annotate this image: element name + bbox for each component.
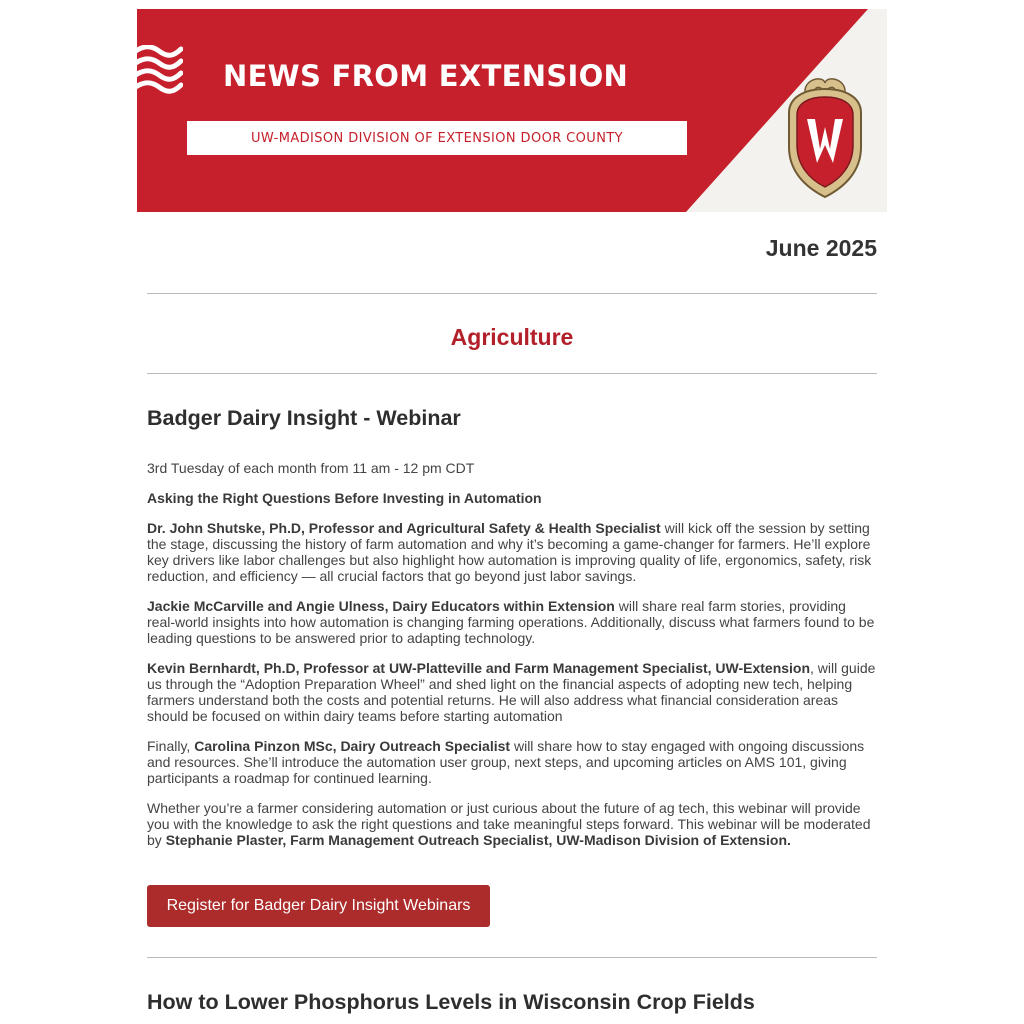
article-title: How to Lower Phosphorus Levels in Wisconsin Crop Fields (147, 990, 755, 1014)
divider (147, 373, 877, 374)
speaker-description: will share real farm stories, providing real-world insights into how automation is changing farming operations. Additionally, discuss what farmers found to be leading questions to be answered prior to adapting technology. (147, 598, 875, 646)
divider (147, 957, 877, 958)
waves-icon (137, 45, 183, 95)
speaker-name: Kevin Bernhardt, Ph.D, Professor at UW-Platteville and Farm Management Specialist, UW-Extension (147, 660, 811, 676)
section-title: Agriculture (450, 324, 574, 350)
register-button[interactable]: Register for Badger Dairy Insight Webinars (147, 885, 490, 927)
uw-crest-icon (783, 75, 867, 201)
speaker-paragraph (147, 520, 877, 584)
article-title: Badger Dairy Insight - Webinar (147, 406, 461, 430)
moderator-name: Stephanie Plaster, Farm Management Outreach Specialist, UW-Madison Division of Extension. (165, 832, 791, 848)
banner-subtitle-box (187, 121, 687, 155)
divider (147, 293, 877, 294)
speaker-name: Jackie McCarville and Angie Ulness, Dairy Educators within Extension (147, 598, 615, 614)
speaker-paragraph (147, 598, 877, 646)
issue-date: June 2025 (765, 235, 877, 261)
banner-subtitle: UW-MADISON DIVISION OF EXTENSION DOOR COUNTY (250, 130, 624, 146)
speaker-description: , will guide us through the “Adoption Preparation Wheel” and shed light on the financial aspects of adopting new tech, helping farmers understand both the costs and potential returns. He will also address what financial consideration areas should be focused on within dairy teams before starting automation (147, 660, 876, 724)
speaker-paragraph: Finally, Carolina Pinzon MSc, Dairy Outreach Specialist will share how to stay engaged with ongoing discussions and resources. She’ll introduce the automation user group, next steps, and upcoming articles on AMS 101, giving participants a roadmap for continued learning. (147, 738, 865, 786)
speaker-paragraph (147, 660, 877, 724)
banner-title: NEWS FROM EXTENSION (223, 59, 629, 93)
speaker-description: will kick off the session by setting the stage, discussing the history of farm automation and why it’s becoming a game-changer for farmers. He’ll explore key drivers like labor challenges but also highlight how automation is improving quality of life, ergonomics, safety, risk reduction, and efficiency — all crucial factors that go beyond just labor savings. (147, 520, 872, 584)
header-banner (137, 9, 887, 212)
article-body (147, 460, 877, 862)
webinar-schedule: 3rd Tuesday of each month from 11 am - 12 pm CDT (147, 460, 475, 476)
banner-background (137, 9, 887, 212)
speaker-name: Dr. John Shutske, Ph.D, Professor and Agricultural Safety & Health Specialist (147, 520, 661, 536)
webinar-subtitle: Asking the Right Questions Before Investing in Automation (147, 490, 542, 506)
speaker-name: Carolina Pinzon MSc, Dairy Outreach Specialist (194, 738, 511, 754)
speaker-description: will share how to stay engaged with ongoing discussions and resources. She’ll introduce the automation user group, next steps, and upcoming articles on AMS 101, giving participants a roadmap for continued learning. (147, 738, 865, 786)
closing-paragraph: Whether you’re a farmer considering automation or just curious about the future of ag tech, this webinar will provide you with the knowledge to ask the right questions and take meaningful steps forward. This webinar will be moderated by Stephanie Plaster, Farm Management Outreach Specialist, UW-Madison Division of Extension. (147, 800, 871, 848)
